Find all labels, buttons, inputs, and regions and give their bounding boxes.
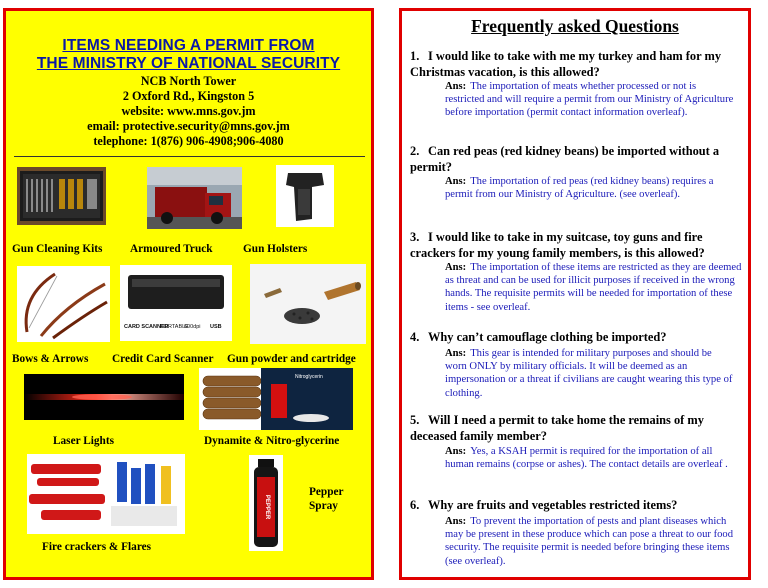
scanner-label-portable: PORTABLE [160, 324, 189, 330]
caption-pepper: Pepper [309, 486, 344, 498]
header-divider [14, 156, 365, 157]
nitroglycerin-label: Nitroglycerin [295, 374, 323, 380]
caption-laser-lights: Laser Lights [53, 435, 114, 447]
answer-label: Ans: [445, 81, 467, 92]
caption-credit-card-scanner: Credit Card Scanner [112, 353, 214, 365]
faq-answer-1 [445, 80, 735, 120]
caption-bows-arrows: Bows & Arrows [12, 353, 89, 365]
armoured-truck-image [147, 167, 242, 229]
gun-holster-image [276, 165, 334, 227]
faq-panel [399, 8, 751, 580]
bows-arrows-image [17, 266, 110, 342]
gun-powder-cartridge-image [250, 264, 366, 344]
office-email: email: protective.security@mns.gov.jm [87, 119, 290, 133]
office-telephone: telephone: 1(876) 906-4908;906-4080 [93, 134, 284, 148]
faq-question-text: Can red peas (red kidney beans) be imported without a permit? [410, 144, 720, 174]
faq-answer-3 [445, 261, 743, 314]
office-address: 2 Oxford Rd., Kingston 5 [122, 89, 255, 103]
permit-title-line2: THE MINISTRY OF NATIONAL SECURITY [36, 55, 341, 72]
faq-question-text: Why are fruits and vegetables restricted items? [428, 498, 678, 512]
caption-armoured-truck: Armoured Truck [130, 243, 213, 255]
scanner-label-dpi: 600dpi [184, 324, 201, 330]
pepper-spray-image [249, 455, 283, 551]
faq-question-text: Why can’t camouflage clothing be imported? [428, 330, 667, 344]
pepper-spray-can-label: PEPPER [264, 494, 270, 520]
permit-title-line1: ITEMS NEEDING A PERMIT FROM [62, 37, 315, 54]
caption-fire-crackers-flares: Fire crackers & Flares [42, 541, 152, 553]
faq-answer-text: The importation of these items are restricted as they are deemed as threat and can be used for illicit purposes if received in the wrong hands. The requisite permits will be needed for importation of these items - see overleaf. [445, 262, 742, 313]
faq-answer-text: Yes, a KSAH permit is required for the importation of all human remains (corpse or ashes). The contact details are overleaf . [445, 446, 728, 471]
faq-number: 4. [410, 330, 420, 344]
answer-label: Ans: [445, 446, 467, 457]
caption-gun-powder-cartridge: Gun powder and cartridge [227, 353, 356, 365]
fire-crackers-flares-image [27, 454, 185, 534]
answer-label: Ans: [445, 516, 467, 527]
faq-answer-text: To prevent the importation of pests and plant diseases which may be present in these produce which can pose a threat to our food security. The requisite permit is needed before bringing these items (see overleaf). [445, 516, 733, 567]
faq-number: 2. [410, 144, 420, 158]
caption-gun-holsters: Gun Holsters [243, 243, 308, 255]
office-website: website: www.mns.gov.jm [121, 104, 256, 118]
faq-answer-text: The importation of red peas (red kidney beans) requires a permit from our Ministry of Agriculture. (see overleaf). [445, 176, 714, 201]
faq-question-text: I would like to take with me my turkey and ham for my Christmas vacation, is this allowed? [410, 49, 722, 79]
answer-label: Ans: [445, 348, 467, 359]
scanner-label-usb: USB [210, 324, 222, 330]
faq-answer-5 [445, 445, 741, 471]
faq-title: Frequently asked Questions [471, 16, 679, 36]
faq-number: 5. [410, 413, 420, 427]
faq-answer-2 [445, 175, 725, 201]
faq-number: 6. [410, 498, 420, 512]
dynamite-nitroglycerine-image [199, 368, 353, 430]
faq-number: 1. [410, 49, 420, 63]
laser-light-image [24, 374, 184, 420]
gun-cleaning-kit-image [17, 167, 106, 225]
faq-answer-text: The importation of meats whether processed or not is restricted and will require a permit from our Ministry of Agriculture before importation (permit contact information overleaf). [445, 81, 734, 119]
answer-label: Ans: [445, 262, 467, 273]
credit-card-scanner-image [120, 265, 232, 341]
faq-question-text: I would like to take in my suitcase, toy guns and fire crackers for my young family members, is this allowed? [410, 230, 705, 260]
faq-question-text: Will I need a permit to take home the remains of my deceased family member? [410, 413, 704, 443]
scanner-label-card-scanner: CARD SCANNER [124, 324, 169, 330]
caption-spray: Spray [309, 500, 338, 512]
caption-dynamite-nitroglycerine: Dynamite & Nitro-glycerine [204, 435, 340, 447]
faq-number: 3. [410, 230, 420, 244]
faq-answer-text: This gear is intended for military purposes and should be worn ONLY by military officials. It will be deemed as an impersonation or a threat if civilians are caught wearing this type of clothing. [445, 348, 733, 399]
permit-items-panel [3, 8, 374, 580]
caption-gun-cleaning-kits: Gun Cleaning Kits [12, 243, 103, 255]
answer-label: Ans: [445, 176, 467, 187]
office-name: NCB North Tower [140, 74, 237, 88]
faq-answer-6 [445, 515, 745, 568]
faq-answer-4 [445, 347, 735, 400]
